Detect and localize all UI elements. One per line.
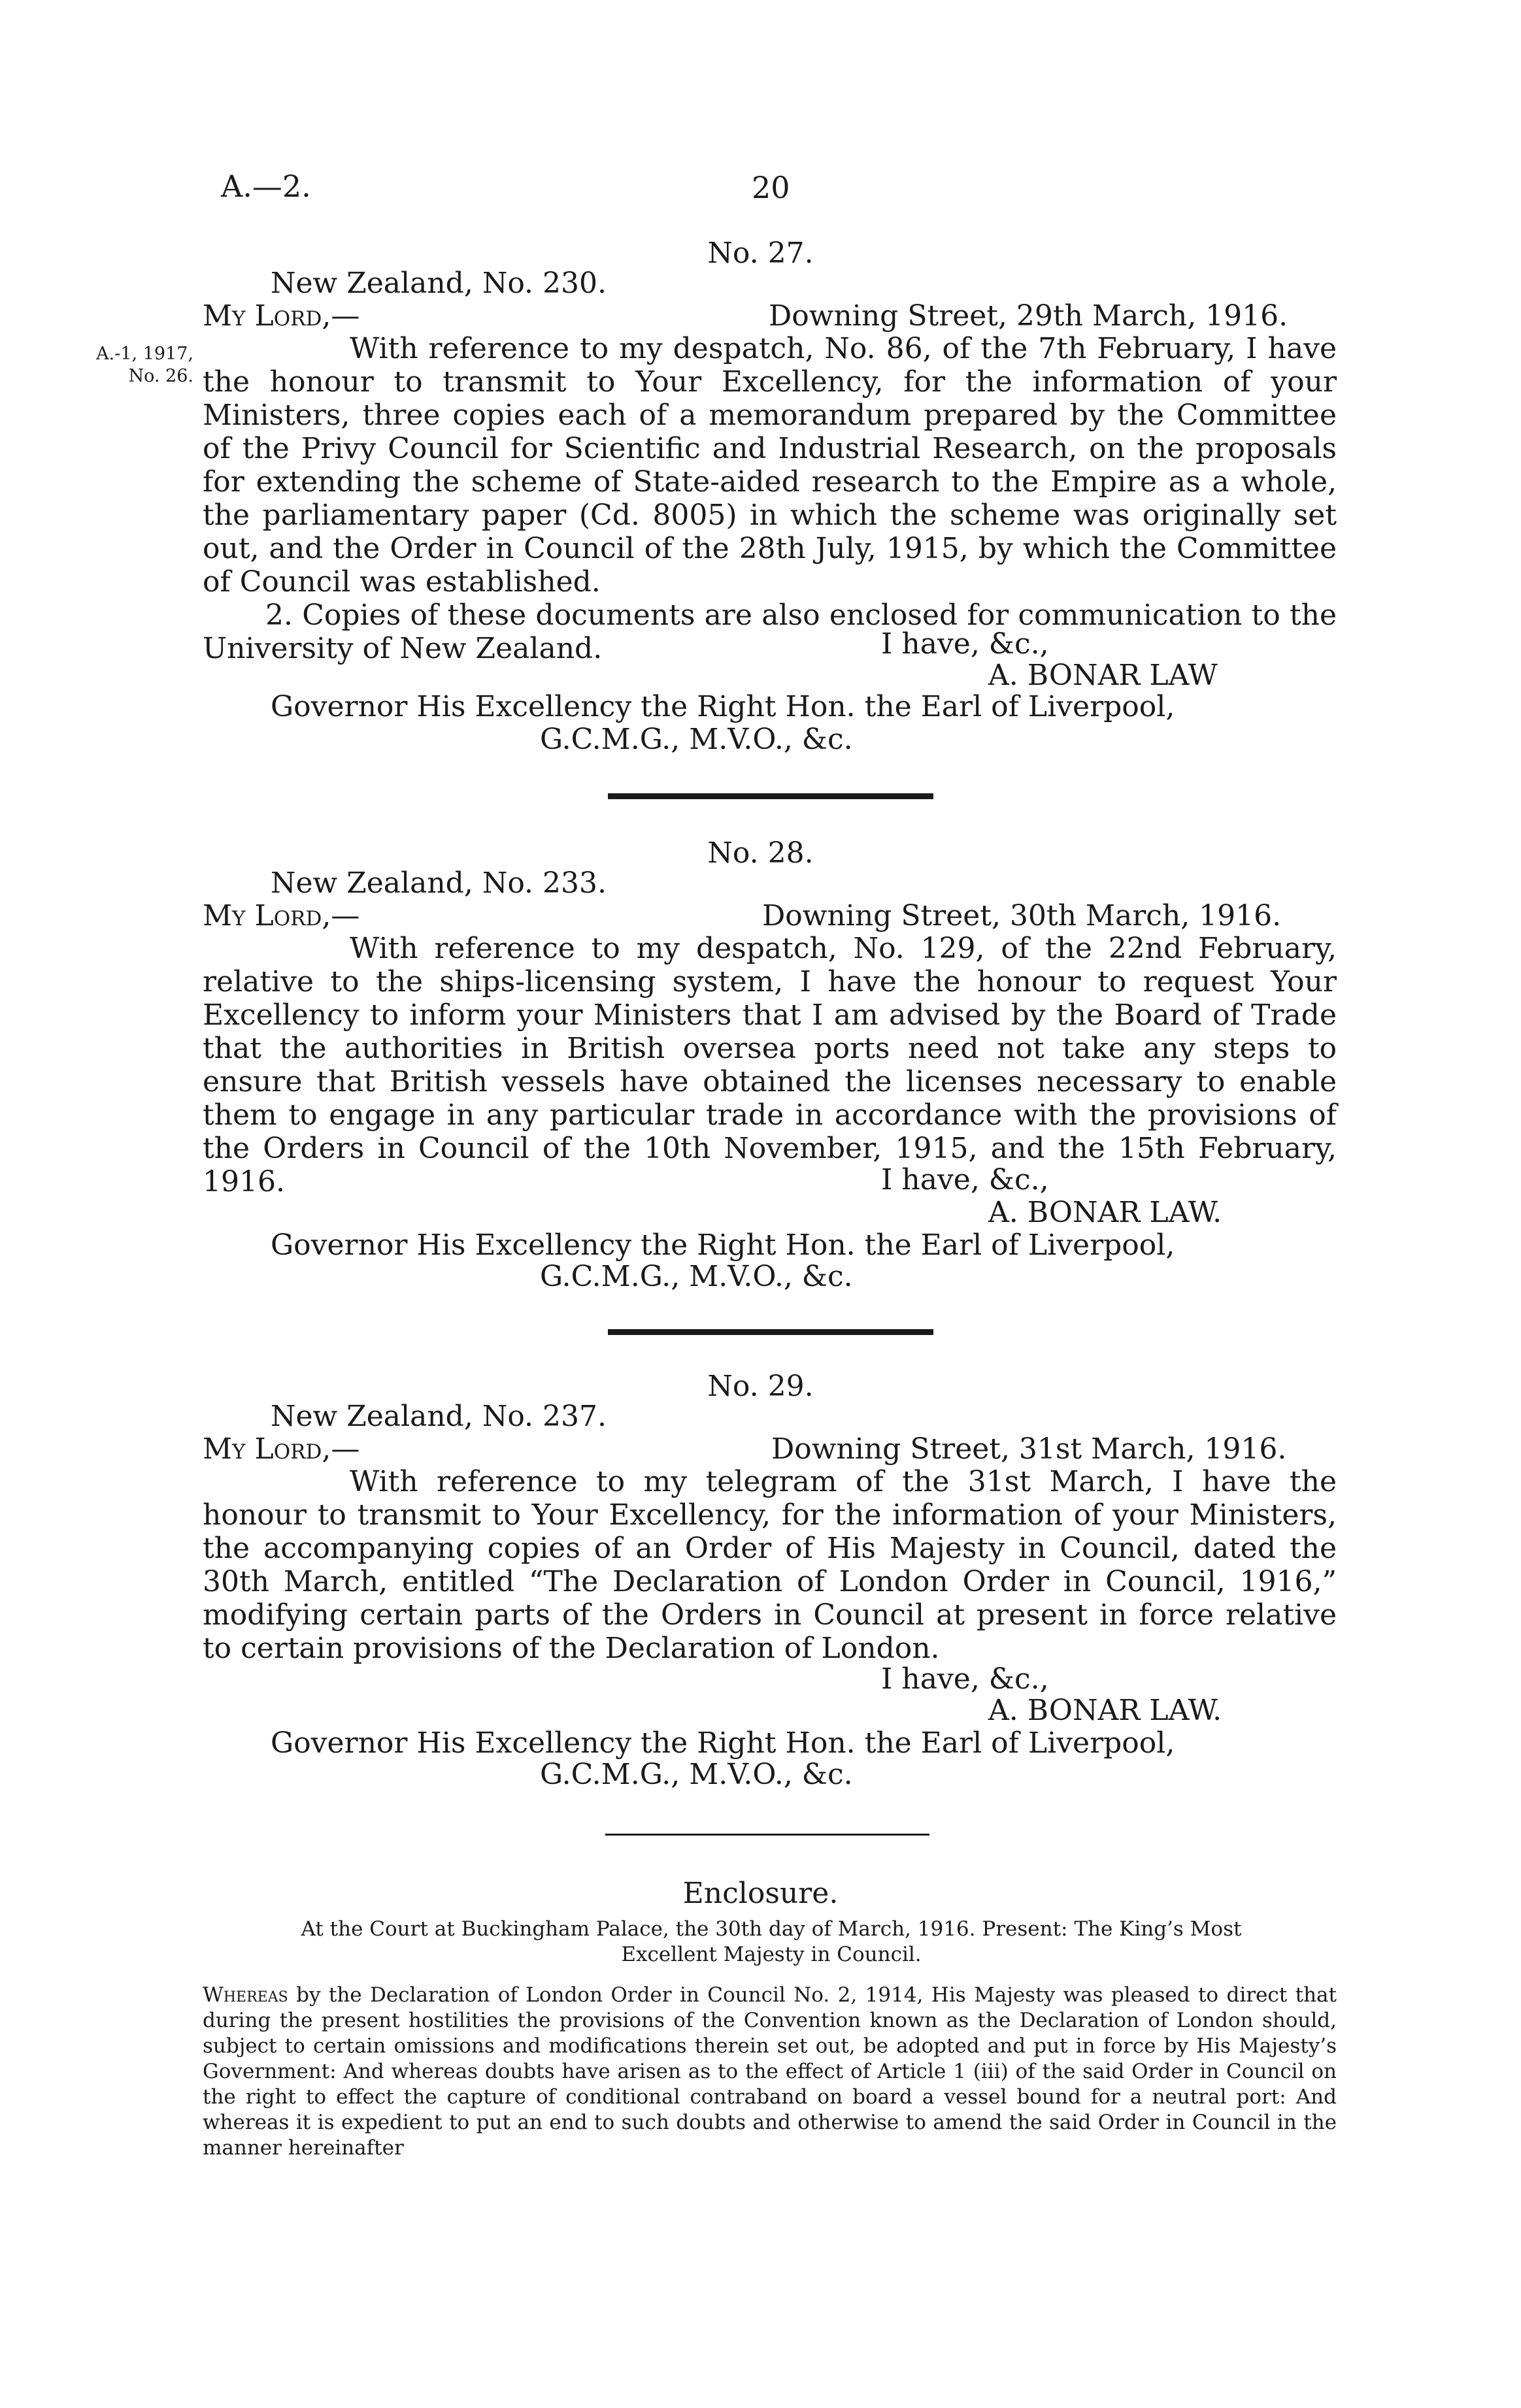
document-series: A.—2.	[221, 169, 311, 204]
addressee: Governor His Excellency the Right Hon. the Earl of Liverpool,	[271, 1229, 1175, 1262]
letter-reference: New Zealand, No. 230.	[271, 267, 607, 300]
margin-note-line: A.-1, 1917,	[96, 344, 193, 364]
letter-number: No. 29.	[707, 1370, 814, 1403]
letter-date: Downing Street, 31st March, 1916.	[771, 1432, 1287, 1466]
enclosure-title: Enclosure.	[682, 1877, 839, 1910]
paragraph: With reference to my telegram of the 31st March, I have the honour to transmit to Your Excellency, for the information of your Ministers, the accompanying copies of an Order of His Majesty in Council, dated the 30th March, entitled “The Declaration of London Order in Council, 1916,” modifying certain parts of the Orders in Council at present in force relative to certain provisions of the Declaration of London.	[203, 1465, 1337, 1665]
page-number: 20	[752, 170, 790, 205]
court-statement: At the Court at Buckingham Palace, the 30th day of March, 1916. Present: The King’s Most Excellent Majesty in Council.	[301, 1917, 1242, 1966]
letter-body	[203, 1465, 1337, 1665]
letter-date: Downing Street, 29th March, 1916.	[769, 299, 1288, 333]
margin-note-line: No. 26.	[128, 366, 193, 386]
enclosure-paragraph-text: by the Declaration of London Order in Council No. 2, 1914, His Majesty was pleased to direct that during the present hostilities the provisions of the Convention known as the Declaration of London should, subject to certain omissions and modifications therein set out, be adopted and put in force by His Majesty’s Government: And whereas doubts have arisen as to the effect of Article 1 (iii) of the said Order in Council on the right to effect the capture of conditional contraband on board a vessel bound for a neutral port: And whereas it is expedient to put an end to such doubts and otherwise to amend the said Order in Council in the manner hereinafter	[203, 1983, 1337, 2160]
closing: I have, &c.,	[881, 1662, 1049, 1696]
signature: A. BONAR LAW.	[988, 1694, 1222, 1727]
salutation-text: My Lord,—	[203, 899, 360, 932]
signature: A. BONAR LAW	[988, 659, 1218, 692]
addressee-honours: G.C.M.G., M.V.O., &c.	[540, 723, 853, 756]
letter-body	[203, 932, 1337, 1198]
section-divider	[605, 1834, 929, 1836]
addressee-honours: G.C.M.G., M.V.O., &c.	[540, 1758, 853, 1791]
letter-date: Downing Street, 30th March, 1916.	[762, 899, 1282, 932]
salutation	[203, 899, 359, 932]
addressee: Governor His Excellency the Right Hon. the Earl of Liverpool,	[271, 1726, 1175, 1760]
enclosure-paragraph	[203, 1983, 1337, 2161]
closing: I have, &c.,	[881, 1163, 1049, 1196]
closing: I have, &c.,	[881, 627, 1049, 661]
letter-reference: New Zealand, No. 233.	[271, 866, 607, 900]
enclosure-text	[203, 1983, 1337, 2161]
salutation-text: My Lord,—	[203, 299, 360, 333]
salutation	[203, 299, 359, 333]
section-divider	[608, 1329, 933, 1335]
salutation-text: My Lord,—	[203, 1432, 360, 1466]
paragraph: With reference to my despatch, No. 86, of the 7th February, I have the honour to transmit to Your Excellency, for the information of your Ministers, three copies each of a memorandum prepared by the Committee of the Privy Council for Scientific and Industrial Research, on the proposals for extending the scheme of State-aided research to the Empire as a whole, the parliamentary paper (Cd. 8005) in which the scheme was originally set out, and the Order in Council of the 28th July, 1915, by which the Committee of Council was established.	[203, 332, 1337, 599]
letter-number: No. 27.	[707, 237, 814, 270]
addressee: Governor His Excellency the Right Hon. the Earl of Liverpool,	[271, 690, 1175, 723]
salutation	[203, 1432, 359, 1466]
letter-reference: New Zealand, No. 237.	[271, 1400, 607, 1433]
section-divider	[608, 793, 933, 799]
signature: A. BONAR LAW.	[988, 1196, 1222, 1229]
margin-note	[89, 343, 193, 388]
letter-number: No. 28.	[707, 836, 814, 870]
paragraph: 2. Copies of these documents are also enclosed for communication to the University of New Zealand.	[203, 599, 1337, 665]
addressee-honours: G.C.M.G., M.V.O., &c.	[540, 1260, 853, 1293]
letter-body	[203, 332, 1337, 665]
whereas-word: Whereas	[203, 1983, 288, 2007]
paragraph: With reference to my despatch, No. 129, of the 22nd February, relative to the ships-licensing system, I have the honour to request Your Excellency to inform your Ministers that I am advised by the Board of Trade that the authorities in British oversea ports need not take any steps to ensure that British vessels have obtained the licenses necessary to enable them to engage in any particular trade in accordance with the provisions of the Orders in Council of the 10th November, 1915, and the 15th February, 1916.	[203, 932, 1337, 1198]
